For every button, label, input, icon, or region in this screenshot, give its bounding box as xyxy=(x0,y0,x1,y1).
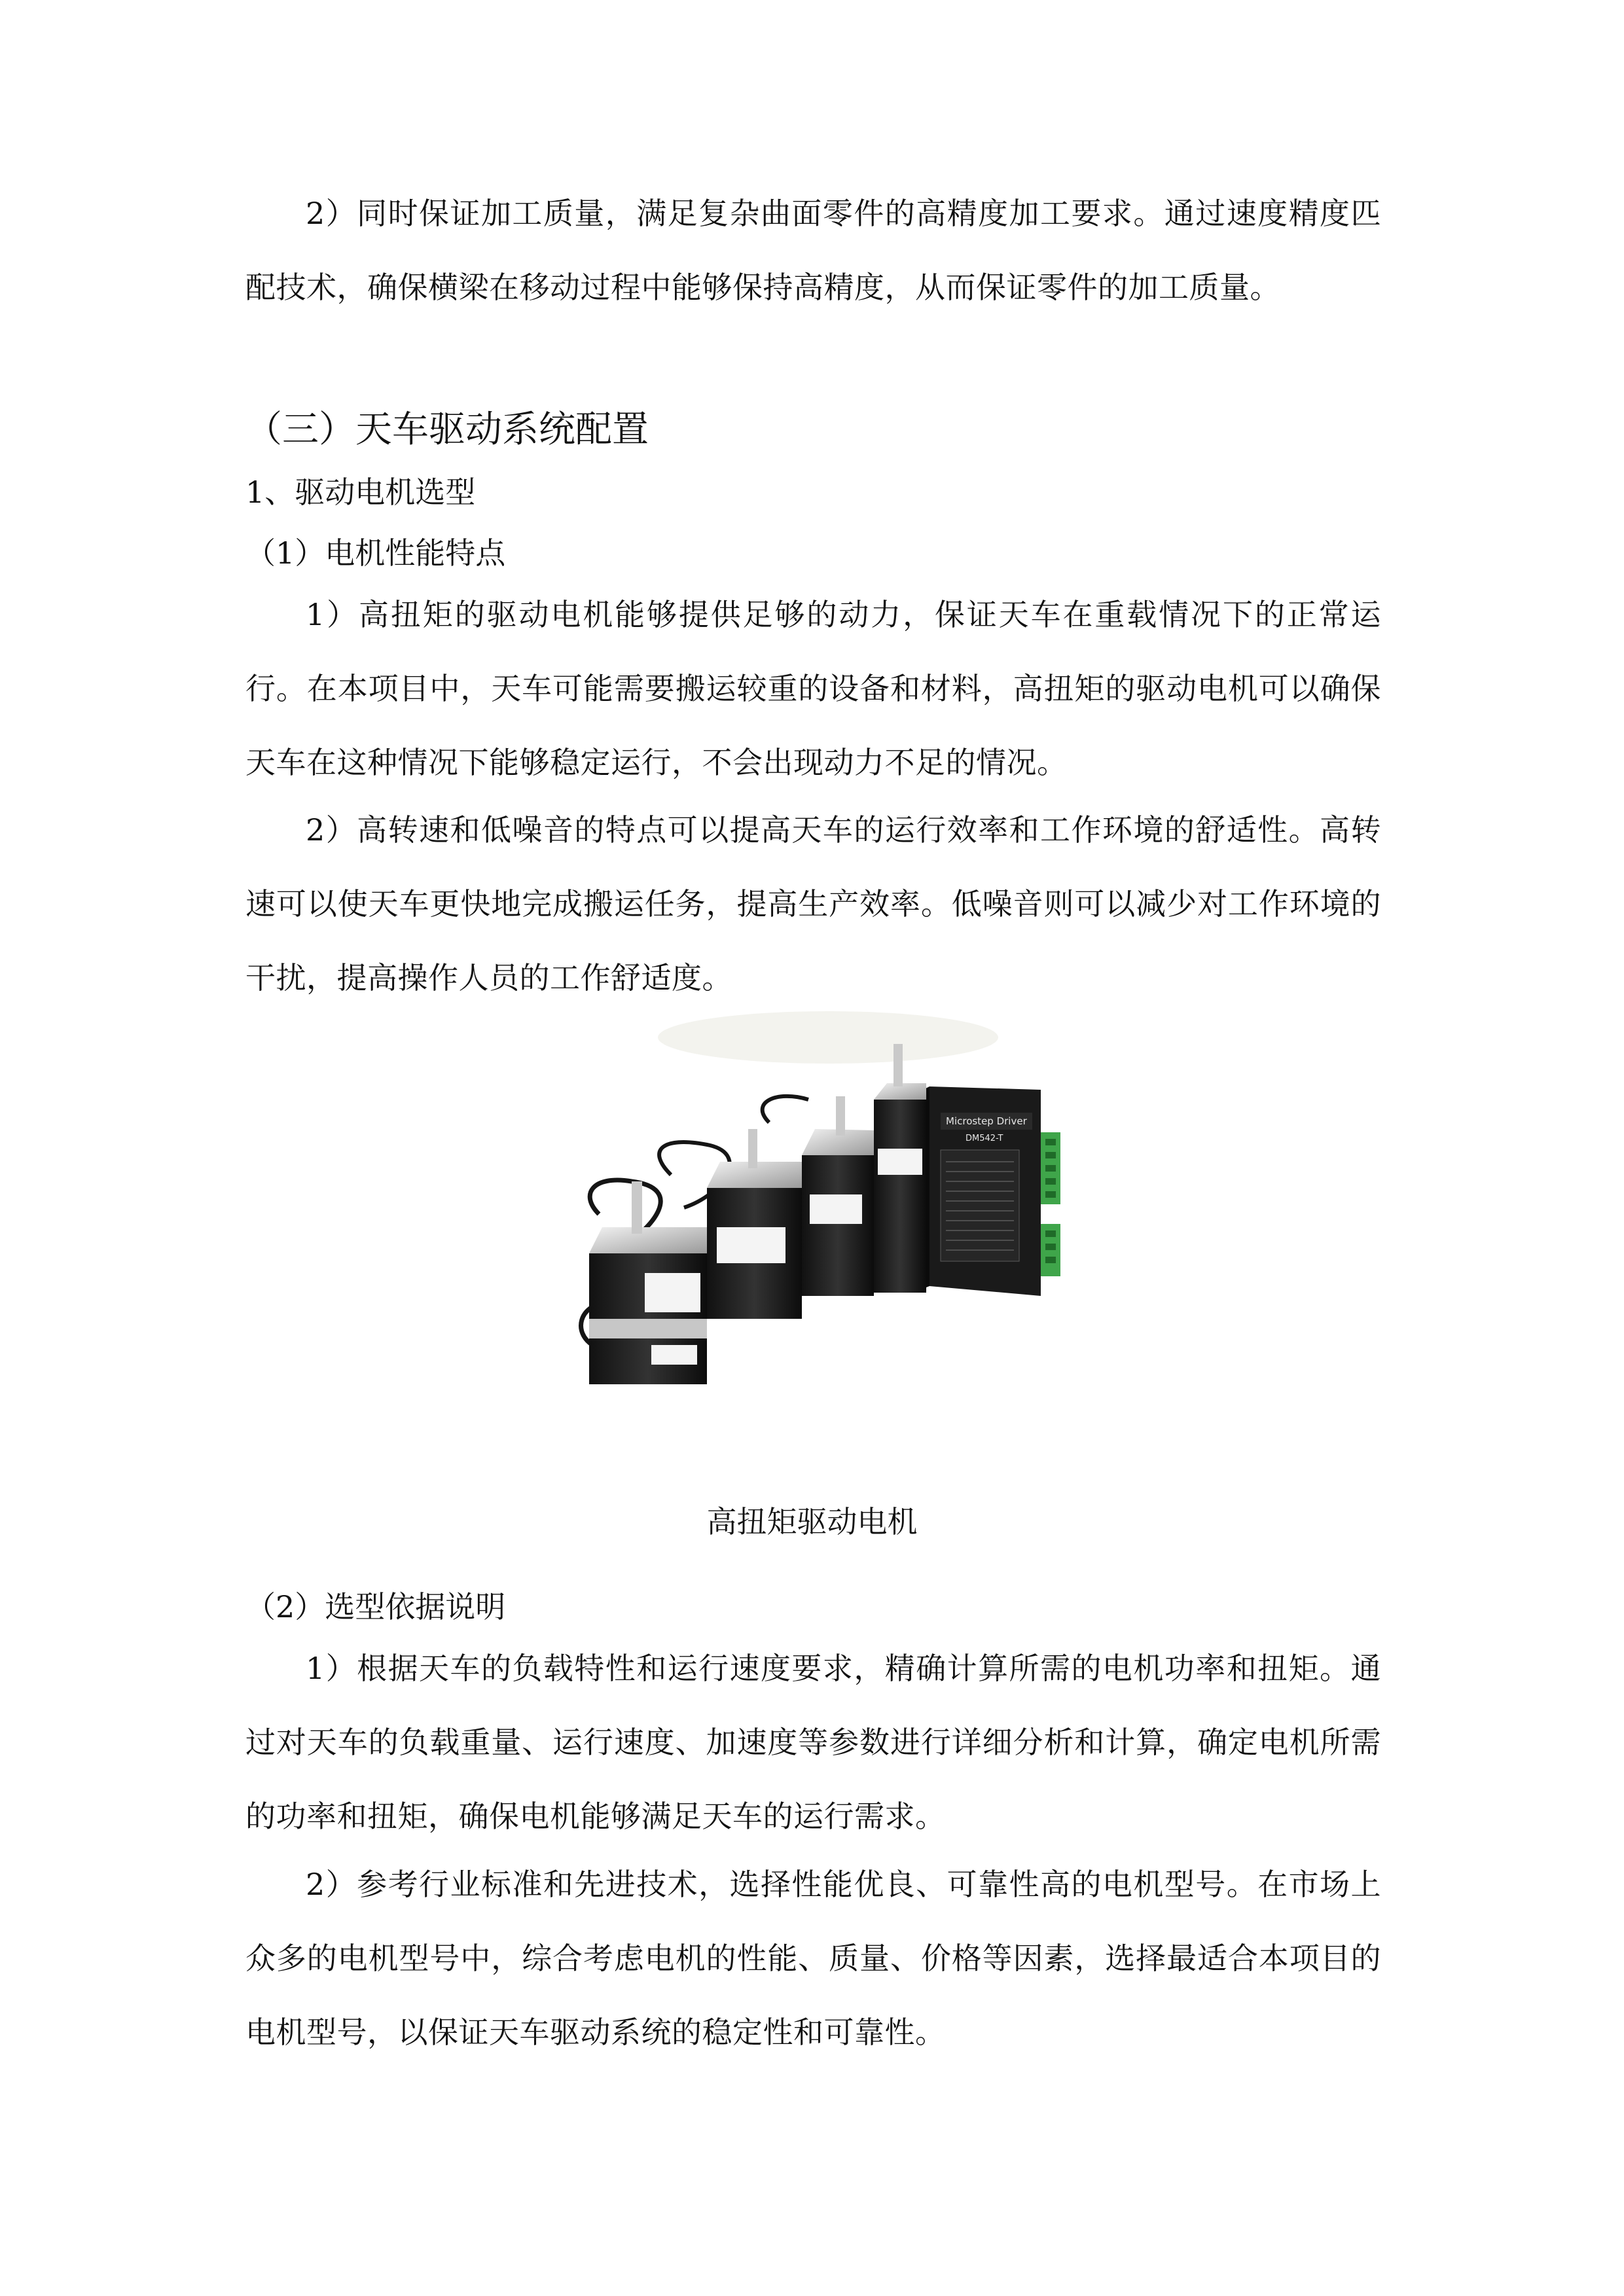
driver-label: Microstep Driver xyxy=(946,1115,1027,1127)
part1-title: （1）电机性能特点 xyxy=(245,535,506,571)
intro-paragraph-2: 2）同时保证加工质量，满足复杂曲面零件的高精度加工要求。通过速度精度匹配技术，确保横梁在移动过程中能够保持高精度，从而保证零件的加工质量。 xyxy=(245,196,1381,305)
stepper-motor-3 xyxy=(802,1096,874,1296)
figure-caption: 高扭矩驱动电机 xyxy=(706,1504,918,1539)
part2-item-1: 1）根据天车的负载特性和运行速度要求，精确计算所需的电机功率和扭矩。通过对天车的负载重量、运行速度、加速度等参数进行详细分析和计算，确定电机所需的功率和扭矩，确保电机能够满足天车的运行需求。 xyxy=(245,1651,1381,1834)
part1-item-2: 2）高转速和低噪音的特点可以提高天车的运行效率和工作环境的舒适性。高转速可以使天车更快地完成搬运任务，提高生产效率。低噪音则可以减少对工作环境的干扰，提高操作人员的工作舒适度。 xyxy=(245,812,1381,996)
driver-box xyxy=(916,1086,1060,1296)
part2-title: （2）选型依据说明 xyxy=(245,1589,506,1624)
part2-item-2: 2）参考行业标准和先进技术，选择性能优良、可靠性高的电机型号。在市场上众多的电机型号中，综合考虑电机的性能、质量、价格等因素，选择最适合本项目的电机型号，以保证天车驱动系统的稳定性和可靠性。 xyxy=(245,1867,1381,2050)
stepper-motor-2 xyxy=(707,1129,802,1319)
driver-model: DM542-T xyxy=(965,1134,1003,1143)
stepper-motor-4 xyxy=(874,1044,926,1293)
motor-photo xyxy=(553,978,1077,1437)
stepper-motor-1 xyxy=(589,1181,707,1384)
subsection-title: 1、驱动电机选型 xyxy=(245,475,476,510)
section-title: （三）天车驱动系统配置 xyxy=(245,408,649,451)
part1-item-1: 1）高扭矩的驱动电机能够提供足够的动力，保证天车在重载情况下的正常运行。在本项目中，天车可能需要搬运较重的设备和材料，高扭矩的驱动电机可以确保天车在这种情况下能够稳定运行，不会出现动力不足的情况。 xyxy=(245,597,1381,780)
motor-illustration xyxy=(553,978,1077,1437)
